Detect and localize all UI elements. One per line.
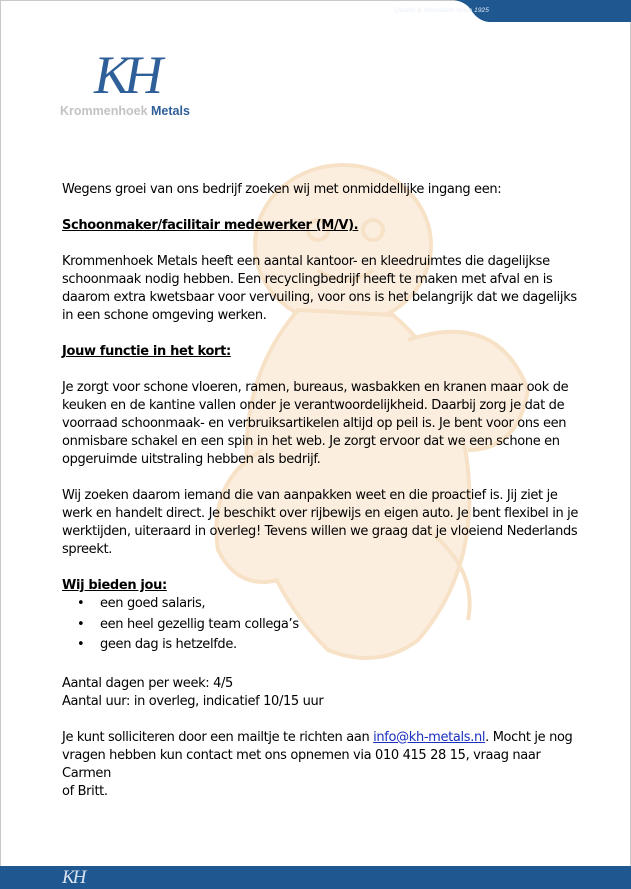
- footer-monogram: KH: [62, 867, 85, 888]
- offer-item-text: een heel gezellig team collega’s: [100, 616, 299, 632]
- bullet-icon: •: [77, 637, 85, 652]
- logo-name-part2: Metals: [151, 104, 190, 118]
- bullet-icon: •: [77, 596, 85, 611]
- vacancy-text: [62, 181, 582, 801]
- profile-paragraph-line: werk en handelt direct. Je beschikt over rijbewijs en eigen auto. Je bent flexibel in je: [62, 506, 579, 521]
- function-paragraph-line: Je zorgt voor schone vloeren, ramen, bureaus, wasbakken en kranen maar ook de: [62, 380, 569, 395]
- offer-item: [62, 636, 582, 657]
- function-paragraph-line: keuken en de kantine vallen onder je verantwoordelijkheid. Daarbij zorg je dat de: [62, 398, 565, 413]
- apply-line: of Britt.: [62, 783, 108, 799]
- tagline: Quality & Innovation since 1925: [394, 7, 489, 14]
- offer-heading: Wij bieden jou:: [62, 578, 167, 593]
- offer-item-text: geen dag is hetzelfde.: [100, 637, 237, 652]
- profile-paragraph-line: werktijden, uiteraard in overleg! Tevens willen we graag dat je vloeiend Nederlands: [62, 524, 578, 539]
- bullet-icon: •: [77, 616, 85, 632]
- apply-line: vragen hebben kun contact met ons opnemen via 010 415 28 15, vraag naar Carmen: [62, 747, 541, 781]
- function-heading: Jouw functie in het kort:: [62, 344, 231, 359]
- company-paragraph-line: Krommenhoek Metals heeft een aantal kantoor- en kleedruimtes die dagelijkse: [62, 254, 550, 269]
- job-title: Schoonmaker/facilitair medewerker (M/V).: [62, 218, 359, 233]
- offer-list: [62, 595, 582, 657]
- apply-text-after: . Mocht je nog: [485, 729, 573, 745]
- email-link[interactable]: info@kh-metals.nl: [373, 729, 486, 745]
- offer-item: [62, 616, 582, 637]
- apply-line: [62, 729, 582, 747]
- logo-company-name: [60, 104, 190, 118]
- company-paragraph-line: in een schone omgeving werken.: [62, 308, 267, 323]
- logo-name-part1: Krommenhoek: [60, 104, 148, 118]
- company-paragraph-line: schoonmaak nodig hebben. Een recyclingbedrijf heeft te maken met afval en is: [62, 272, 553, 287]
- offer-item-text: een goed salaris,: [100, 596, 206, 611]
- function-paragraph-line: onmisbare schakel en een spin in het web. Je zorgt ervoor dat we een schone en: [62, 434, 560, 449]
- apply-text-before: Je kunt solliciteren door een mailtje te richten aan: [62, 729, 374, 745]
- offer-item: [62, 595, 582, 616]
- logo-monogram: KH: [94, 45, 158, 105]
- function-paragraph-line: voorraad schoonmaak- en verbruiksartikelen altijd op peil is. Je bent voor ons een: [62, 416, 567, 431]
- intro-text: Wegens groei van ons bedrijf zoeken wij met onmiddellijke ingang een:: [62, 182, 502, 197]
- profile-paragraph-line: spreekt.: [62, 542, 113, 557]
- footer-band: [0, 866, 631, 889]
- top-header-band: [0, 0, 631, 22]
- company-logo: [60, 45, 220, 128]
- hours-per-week: Aantal uur: in overleg, indicatief 10/15 uur: [62, 693, 324, 709]
- profile-paragraph-line: Wij zoeken daarom iemand die van aanpakken weet en die proactief is. Jij ziet je: [62, 488, 558, 503]
- company-paragraph-line: daarom extra kwetsbaar voor vervuiling, voor ons is het belangrijk dat we dagelijks: [62, 290, 577, 305]
- days-per-week: Aantal dagen per week: 4/5: [62, 675, 233, 691]
- function-paragraph-line: opgeruimde uitstraling hebben als bedrijf.: [62, 452, 321, 467]
